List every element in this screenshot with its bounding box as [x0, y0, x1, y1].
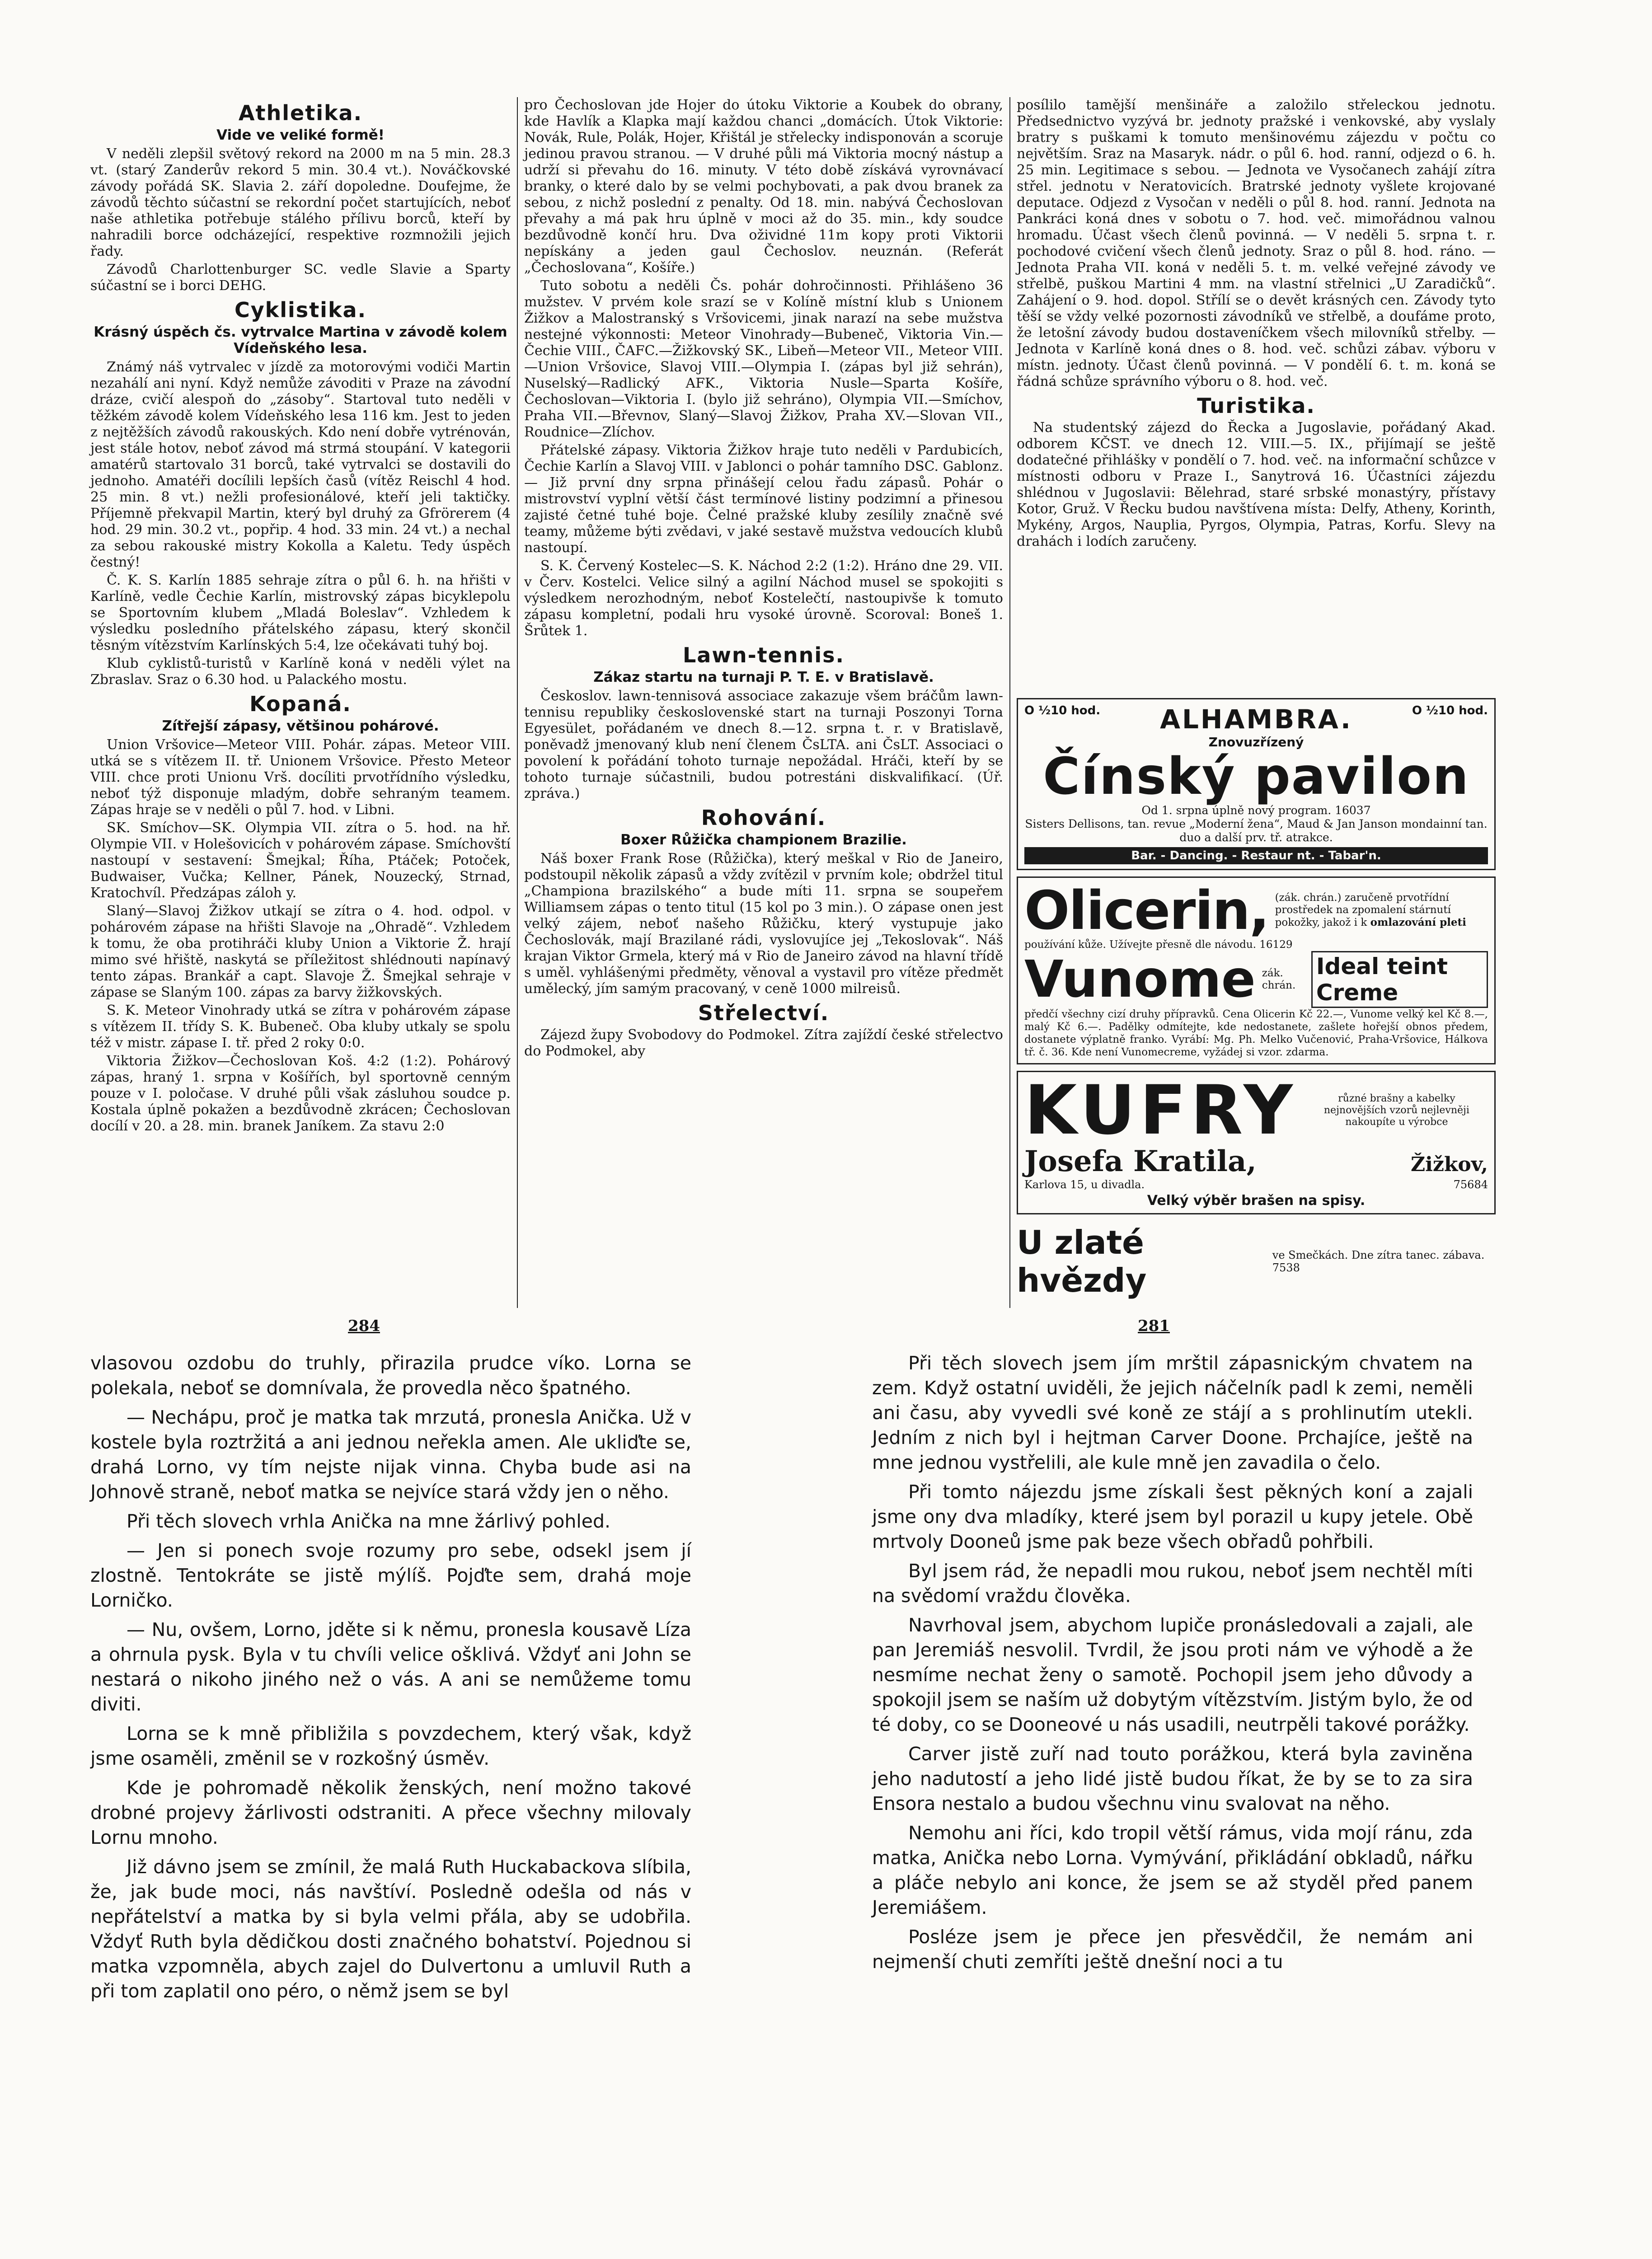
- section-heading: Kopaná.: [249, 692, 352, 716]
- news-column-1: [90, 97, 511, 1136]
- article-headline: Boxer Růžička championem Brazilie.: [620, 832, 907, 848]
- article-paragraph: Závodů Charlottenburger SC. vedle Slavie a Sparty súčastní se i borci DEHG.: [90, 262, 511, 294]
- article-paragraph: S. K. Meteor Vinohrady utká se zítra v pohárovém zápase s vítězem II. třídy S. K. Bubeneč. Oba kluby utkaly se spolu též v mistr. zápase I. tř. před 2 roky 0:0.: [90, 1003, 511, 1051]
- kufry-address: Karlova 15, u divadla.: [1024, 1178, 1145, 1191]
- article-headline: Krásný úspěch čs. vytrvalce Martina v závodě kolem Vídeňského lesa.: [94, 324, 507, 356]
- article-headline: Vide ve veliké formě!: [216, 127, 385, 143]
- section-heading: Rohování.: [701, 806, 826, 830]
- article-paragraph: Slaný—Slavoj Žižkov utkají se zítra o 4. hod. odpol. v pohárovém zápase na hřišti Slavoje na „Ohradě“. Vzhledem k tomu, že oba protihráči kluby Union a Viktorie Ž. hrají mimo své hřiště, naskytá se příležitost shlédnouti napínavý tento zápas. Brankář a capt. Slavoje Ž. Šmejkal sehraje v zápase se Slaným 100. zápas za barvy žižkovských.: [90, 903, 511, 1000]
- column-rule: [517, 97, 518, 1308]
- book-paragraph: — Jen si ponech svoje rozumy pro sebe, odsekl jsem jí zlostně. Tentokráte se jistě mýlíš. Pojďte sem, drahá moje Lorničko.: [90, 1540, 691, 1611]
- book-paragraph: Navrhoval jsem, abychom lupiče pronásledovali a zajali, ale pan Jeremiáš nesvolil. Tvrdil, že jsou proti nám ve výhodě a že nesmíme nechat ženy o samotě. Pochopil jsem jeho důvody a spokojil jsem se naším už dobytým vítězstvím. Jistým bylo, že od té doby, co se Dooneové u nás usadili, neutrpěli takové porážky.: [872, 1614, 1473, 1735]
- ad-line: Od 1. srpna úplně nový program. 16037: [1141, 804, 1371, 817]
- advertisements: [1017, 698, 1496, 1308]
- kufry-code: 75684: [1453, 1178, 1488, 1191]
- news-column-3: [1017, 97, 1496, 552]
- article-paragraph: S. K. Červený Kostelec—S. K. Náchod 2:2 (1:2). Hráno dne 29. VII. v Červ. Kostelci. Velice silný a agilní Náchod musel se spokojiti s výsledkem nerozhodným, neboť Kostelečtí, nastoupivše k tomuto zápasu kompletní, podali hru vysoké úrovně. Scoroval: Boneš 1. Šrůtek 1.: [524, 558, 1003, 639]
- alhambra-ad: [1017, 698, 1496, 870]
- zlate-brand: U zlaté hvězdy: [1017, 1223, 1147, 1299]
- zlate-text: ve Smečkách. Dne zítra tanec. zábava. 7538: [1272, 1249, 1485, 1274]
- alhambra-brand: ALHAMBRA.: [1160, 704, 1352, 735]
- ad-side-bold: omlazování pleti: [1370, 916, 1466, 928]
- article-paragraph: V neděli zlepšil světový rekord na 2000 m na 5 min. 28.3 vt. (starý Zanderův rekord 5 min. 30.4 vt.). Nováčkovské závody pořádá SK. Slavia 2. září dopoledne. Doufejme, že závodů těchto súčastní se rekordní počet startujících, neboť naše athletika potřebuje stálého přílivu borců, kteří by nahradili borce odcházející, respektive rozmnožili jejich řady.: [90, 146, 511, 259]
- article-paragraph: Známý náš vytrvalec v jízdě za motorovými vodiči Martin nezahálí ani nyní. Když nemůže závoditi v Praze na závodní dráze, cvičí alespoň do „zásoby“. Startoval tuto neděli v těžkém závodě kolem Vídeňského lesa 116 km. Jest to jeden z nejtěžších závodů rakouských. Kdo není dobře vytrénován, jest stále hotov, neboť závod má strmá stoupání. V kategorii amatérů startovalo 31 borců, také vytrvalci se dostavili do jednoho. Amatéři docílili lepších časů (vítěz Reischl 4 hod. 25 min. 8 vt.) nežli profesionálové, kteří jeli taktičky. Příjemně překvapil Martin, který byl druhý za Gfrörerem (4 hod. 29 min. 30.2 vt., popřip. 4 hod. 33 min. 24 vt.) a nechal za sebou rakouské mistry Kokolla a Kaletu. Tedy úspěch čestný!: [90, 359, 511, 570]
- section-heading: Athletika.: [238, 101, 363, 125]
- article-paragraph: Klub cyklistů-turistů v Karlíně koná v neděli výlet na Zbraslav. Sraz o 6.30 hod. u Palackého mostu.: [90, 656, 511, 688]
- book-paragraph: Již dávno jsem se zmínil, že malá Ruth Huckabackova slíbila, že, jak bude moci, nás navštíví. Posledně odešla od nás v nepřátelství a matka by si byla velmi přála, aby se udobřila. Vždyť Ruth byla dědičkou dosti značného bohatství. Pojednou si matka vzpomněla, abych zajel do Dulvertonu a umluvil Ruth a při tom zaplatil ono péro, o němž jsem se byl: [90, 1856, 691, 2002]
- page-number-left: 284: [348, 1317, 380, 1335]
- article-paragraph: Union Vršovice—Meteor VIII. Pohár. zápas. Meteor VIII. utká se s vítězem II. tř. Unionem Vršovice. Přesto Meteor VIII. chce proti Unionu Vrš. docíliti prvotřídního výsledku, neboť týž disponuje mladým, dobře sehraným teamem. Zápas hraje se v neděli o půl 7. hod. v Libni.: [90, 737, 511, 818]
- section-heading: Turistika.: [1197, 394, 1315, 418]
- vunome-brand: Vunome: [1024, 950, 1256, 1009]
- article-paragraph: Náš boxer Frank Rose (Růžička), který meškal v Rio de Janeiro, podstoupil několik zápasů a vždy zvítězil v prvním kole; obdržel titul „Championa brazilského“ a bude míti 11. srpna se soupeřem Williamsem zápas o tento titul (15 kol po 3 min.). O zápase onen jest velký zájem, neboť našeho Růžičku, který vystupuje jako Čechoslovák, mají Brazilané rádi, vyslovujíce jej „Tekoslovak“. Náš krajan Viktor Grmela, který má v Rio de Janeiro závod na hlavní třídě s uměl. vyhlášenými předměty, věnoval a vystavil pro vítěze předmět umělecký, jím samým pracovaný, v ceně 1000 milreisů.: [524, 851, 1003, 997]
- column-rule: [1009, 97, 1010, 1308]
- ad-title: Čínský pavilon: [1043, 747, 1469, 806]
- ad-fine-print: předčí všechny cizí druhy přípravků. Cena Olicerin Kč 22.—, Vunome velký kel Kč 8.—, malý Kč 6.—. Padělky odmítejte, kde nedostanete, zašlete hořejší obnos předem, dostanete výplatně franko. Vyrábí: Mg. Ph. Melko Vučenović, Praha-Vršovice, Hálkova tř. č. 36. Kde není Vunomecreme, vyžádej si vzor. zdarma.: [1024, 1008, 1488, 1058]
- book-paragraph: — Nu, ovšem, Lorno, jděte si k němu, pronesla kousavě Líza a ohrnula pysk. Byla v tu chvíli velice ošklivá. Vždyť ani John se nestará o nikoho jiného než o vás. A ani se nemůžeme tomu diviti.: [90, 1619, 691, 1715]
- book-paragraph: — Nechápu, proč je matka tak mrzutá, pronesla Anička. Už v kostele byla roztržitá a ani jednou neřekla amen. Ale ukliďte se, drahá Lorno, vy tím nejste nijak vinna. Chyba bude asi na Johnově straně, neboť matka se nejvíce stará vždy jen o něho.: [90, 1406, 691, 1503]
- book-paragraph: vlasovou ozdobu do truhly, přirazila prudce víko. Lorna se polekala, neboť se domnívala, že provedla něco špatného.: [90, 1352, 691, 1399]
- ad-side-text: (zák. chrán.) zaručeně prvotřídní prostředek na zpomalení stárnutí pokožky, jakož i k: [1275, 892, 1451, 928]
- article-paragraph: Českoslov. lawn-tennisová associace zakazuje všem bráčům lawn-tennisu republiky československé start na turnaji Poszonyi Torna Egyesület, pořádaném ve dnech 8.—12. srpna t. r. v Bratislavě, poněvadž jmenovaný klub není členem ČsLTA. ani ČsLT. Associaci o povolení k pořádání tohoto turnaje nepožádal. Hráči, kteří by se tohoto turnaje súčastnili, budou potrestáni diskvalifikací. (Úř. zpráva.): [524, 688, 1003, 801]
- article-paragraph: posílilo tamější menšináře a založilo střeleckou jednotu. Předsednictvo vyzývá br. jednoty pražské i venkovské, aby vyslaly bratry s puškami k tomuto menšinovému zájezdu v počtu co největším. Sraz na Masaryk. nádr. o půl 6. hod. ranní, odjezd o 6. h. 25 min. Legitimace s sebou. — Jednota ve Vysočanech zahájí zítra střel. jednotu v Neratovicích. Bratrské jednoty vyšlete krojované deputace. Odjezd z Vysočan v neděli o půl 8. hod. ranní. Jednota na Pankráci koná dnes v sobotu o 7. hod. več. mimořádnou valnou hromadu. Účast všech členů povinná. — V neděli 5. srpna t. r. pochodové cvičení všech členů jednoty. Sraz o půl 8. hod. ráno. — Jednota Praha VII. koná v neděli 5. t. m. velké veřejné závody ve střelbě, puškou Martini 4 mm. na vlastní střelnici „U Zaradičků“. Zahájení o 9. hod. dopol. Střílí se o devět krásných cen. Závody tyto těší se vždy velké pozornosti závodníků ve střelbě, a doufáme proto, že letošní závody budou dostaveníčkem všech milovníků střelby. — Jednota v Karlíně koná dnes o 8. hod. več. schůzi zábav. výboru v místn. jednoty. Účast členů povinná. — V pondělí 6. t. m. koná se řádná schůze správního výboru o 8. hod. več.: [1017, 97, 1496, 389]
- ad-side-end: používání kůže. Užívejte přesně dle návodu. 16129: [1024, 939, 1293, 951]
- kufry-place: Žižkov,: [1411, 1153, 1488, 1176]
- article-paragraph: pro Čechoslovan jde Hojer do útoku Viktorie a Koubek do obrany, kde Havlík a Klapka mají každou chanci „domácích. Útok Viktorie: Novák, Rule, Polák, Hojer, Křištál je střelecky indisponován a scoruje jedinou pravou stranou. — V druhé půli má Viktoria mocný nástup a udrží si převahu do 16. minuty. V této době získává vyrovnávací branky, o které dalo by se velmi pochybovati, a pak dvou branek za sebou, z nichž poslední z penalty. Od 18. min. nabývá Čechoslovan převahy a má pak hru úplně v moci až do 35. min., kdy soudce bezdůvodně končí hru. Dva ožividné 11m kopy proti Viktorii nepískány a jeden gaul Čechoslov. neuznán. (Referát „Čechoslovana“, Košíře.): [524, 97, 1003, 276]
- olicerin-ad: [1017, 876, 1496, 1064]
- ad-time-right: O ½10 hod.: [1412, 704, 1488, 717]
- book-paragraph: Nemohu ani říci, kdo tropil větší rámus, vida mojí ránu, zda matka, Anička nebo Lorna. Vymývání, přikládání obkladů, nářku a pláče nebylo ani konce, že jsem se až styděl před panem Jeremiášem.: [872, 1822, 1473, 1918]
- article-headline: Zítřejší zápasy, většinou pohárové.: [162, 718, 439, 734]
- article-paragraph: Přátelské zápasy. Viktoria Žižkov hraje tuto neděli v Pardubicích, Čechie Karlín a Slavoj VIII. v Jablonci o pohár tamního DSC. Gablonz. — Již první dny srpna přinášejí celou řadu zápasů. Pohár o mistrovství vyplní větší část termínové listiny podzimní a přinesou zajisté četné tuhé boje. Čelné pražské kluby zesílily značně své teamy, můžeme býti zvědavi, v jaké sestavě mužstva vedoucích klubů nastoupí.: [524, 442, 1003, 556]
- section-heading: Lawn-tennis.: [683, 643, 845, 667]
- book-paragraph: Při těch slovech jsem jím mrštil zápasnickým chvatem na zem. Když ostatní uviděli, že jejich náčelník padl k zemi, neměli ani času, aby vyvedli své koně ze stájí a s prohlinutím utekli. Jedním z nich byl i hejtman Carver Doone. Prchajíce, ještě na mne jednou vystřelili, ale kule mně jen zavadila o čelo.: [872, 1352, 1473, 1473]
- book-paragraph: Posléze jsem je přece jen přesvědčil, že nemám ani nejmenší chuti zemříti ještě dnešní noci a tu: [872, 1926, 1473, 1973]
- section-heading: Cyklistika.: [234, 298, 367, 322]
- article-paragraph: Zájezd župy Svobodovy do Podmokel. Zítra zajíždí české střelectvo do Podmokel, aby: [524, 1027, 1003, 1059]
- book-paragraph: Kde je pohromadě několik ženských, není možno takové drobné projevy žárlivosti odstraniti. A přece všechny milovaly Lornu mnoho.: [90, 1777, 691, 1848]
- book-paragraph: Lorna se k mně přibližila s povzdechem, který však, když jsme osaměli, změnil se v rozkošný úsměv.: [90, 1723, 691, 1769]
- ad-right-text: různé brašny a kabelky nejnovějších vzorů nejlevněji nakoupíte u výrobce: [1323, 1093, 1469, 1128]
- book-page-right: [872, 1351, 1473, 1974]
- ideal-creme-box: Ideal teint Creme: [1311, 951, 1488, 1008]
- ad-time-left: O ½10 hod.: [1024, 704, 1101, 717]
- page-number-right: 281: [1138, 1317, 1170, 1335]
- ad-line: Sisters Dellisons, tan. revue „Moderní žena“, Maud & Jan Janson mondainní tan. duo a další prv. tř. atrakce.: [1025, 817, 1488, 844]
- article-paragraph: Viktoria Žižkov—Čechoslovan Koš. 4:2 (1:2). Pohárový zápas, hraný 1. srpna v Košířích, byl sportovně cenným pouze v I. poločase. V druhé půli však zásluhou soudce p. Kostala úplně pokažen a bezdůvodně zkrácen; Čechoslovan docílí v 20. a 28. min. branek Janíkem. Za stavu 2:0: [90, 1053, 511, 1134]
- kufry-maker: Josefa Kratila,: [1024, 1144, 1257, 1178]
- article-paragraph: SK. Smíchov—SK. Olympia VII. zítra o 5. hod. na hř. Olympie VII. v Holešovicích v pohárovém zápase. Smíchovští nastoupí v sestavení: Šmejkal; Říha, Ptáček; Potoček, Budwaiser, Vučka; Kellner, Pánek, Nouzecký, Strnad, Kratochvíl. Předzápas záloh y.: [90, 820, 511, 901]
- book-page-left: [90, 1351, 691, 2004]
- book-paragraph: Carver jistě zuří nad touto porážkou, která byla zaviněna jeho nadutostí a jeho lidé jistě budou říkat, že by se to za sira Ensora nestalo a budou všechnu vinu svalovat na něho.: [872, 1743, 1473, 1814]
- zlate-hvezdy-ad: [1017, 1221, 1496, 1302]
- kufry-ad: [1017, 1071, 1496, 1214]
- article-paragraph: Na studentský zájezd do Řecka a Jugoslavie, pořádaný Akad. odborem KČST. ve dnech 12. VIII.—5. IX., přijímají se ještě dodatečné přihlášky v pondělí o 7. hod. več. na informační schůzce v místnosti odboru v Praze I., Sanytrová 16. Účastníci zájezdu shlédnou v Jugoslavii: Bělehrad, staré srbské monastýry, přístavy Kotor, Gruž. V Řecku budou navštívena místa: Delfy, Atheny, Korinth, Mykény, Argos, Nauplia, Pyrgos, Olympia, Patras, Korfu. Slevy na drahách i lodích zaručeny.: [1017, 420, 1496, 549]
- kufry-tagline: Velký výběr brašen na spisy.: [1147, 1193, 1366, 1209]
- article-headline: Zákaz startu na turnaji P. T. E. v Bratislavě.: [593, 669, 934, 685]
- ad-bar: Bar. - Dancing. - Restaur nt. - Tabar'n.: [1024, 847, 1488, 864]
- article-paragraph: Č. K. S. Karlín 1885 sehraje zítra o půl 6. h. na hřišti v Karlíně, vedle Čechie Karlín, mistrovský zápas bicyklepolu se Sportovním klubem „Mladá Boleslav“. Vzhledem k výsledku posledního přátelského zápasu, který skončil těsným vítězstvím Karlínských 5:4, lze očekávati tuhý boj.: [90, 572, 511, 653]
- article-paragraph: Tuto sobotu a neděli Čs. pohár dohročinnosti. Přihlášeno 36 mužstev. V prvém kole srazí se v Kolíně místní klub s Unionem Žižkov a Malostranský s Vršovicemi, jinak narazí na sebe mužstva nestejné výkonnosti: Meteor Vinohrady—Bubeneč, Viktoria Vin.—Čechie VIII., ČAFC.—Žižkovský SK., Libeň—Meteor VII., Meteor VIII.—Union Vršovice, Slavoj VIII.—Olympia I. (zápas byl již sehrán), Nuselský—Radlický AFK., Viktoria Nusle—Sparta Košíře, Čechoslovan—Viktoria I. (bylo již sehráno), Olympia VII.—Smíchov, Praha VII.—Břevnov, Slaný—Slavoj Žižkov, Praha XV.—Slovan VII., Roudnice—Zlíchov.: [524, 278, 1003, 440]
- olicerin-brand: Olicerin,: [1024, 879, 1269, 942]
- news-column-2: [524, 97, 1003, 1061]
- ad-mark: zák. chrán.: [1262, 967, 1296, 991]
- book-paragraph: Při těch slovech vrhla Anička na mne žárlivý pohled.: [127, 1510, 611, 1532]
- section-heading: Střelectví.: [698, 1001, 830, 1025]
- book-paragraph: Při tomto nájezdu jsme získali šest pěkných koní a zajali jsme ony dva mladíky, které jsem byl porazil u kupy jetele. Obě mrtvoly Dooneů jsme pak beze všech obřadů pohřbili.: [872, 1481, 1473, 1552]
- ad-reopened: Znovuzřízený: [1208, 735, 1304, 750]
- book-paragraph: Byl jsem rád, že nepadli mou rukou, neboť jsem nechtěl míti na svědomí vraždu člověka.: [872, 1560, 1473, 1607]
- newspaper-clipping: [90, 97, 1496, 1312]
- kufry-brand: KUFRY: [1024, 1071, 1297, 1150]
